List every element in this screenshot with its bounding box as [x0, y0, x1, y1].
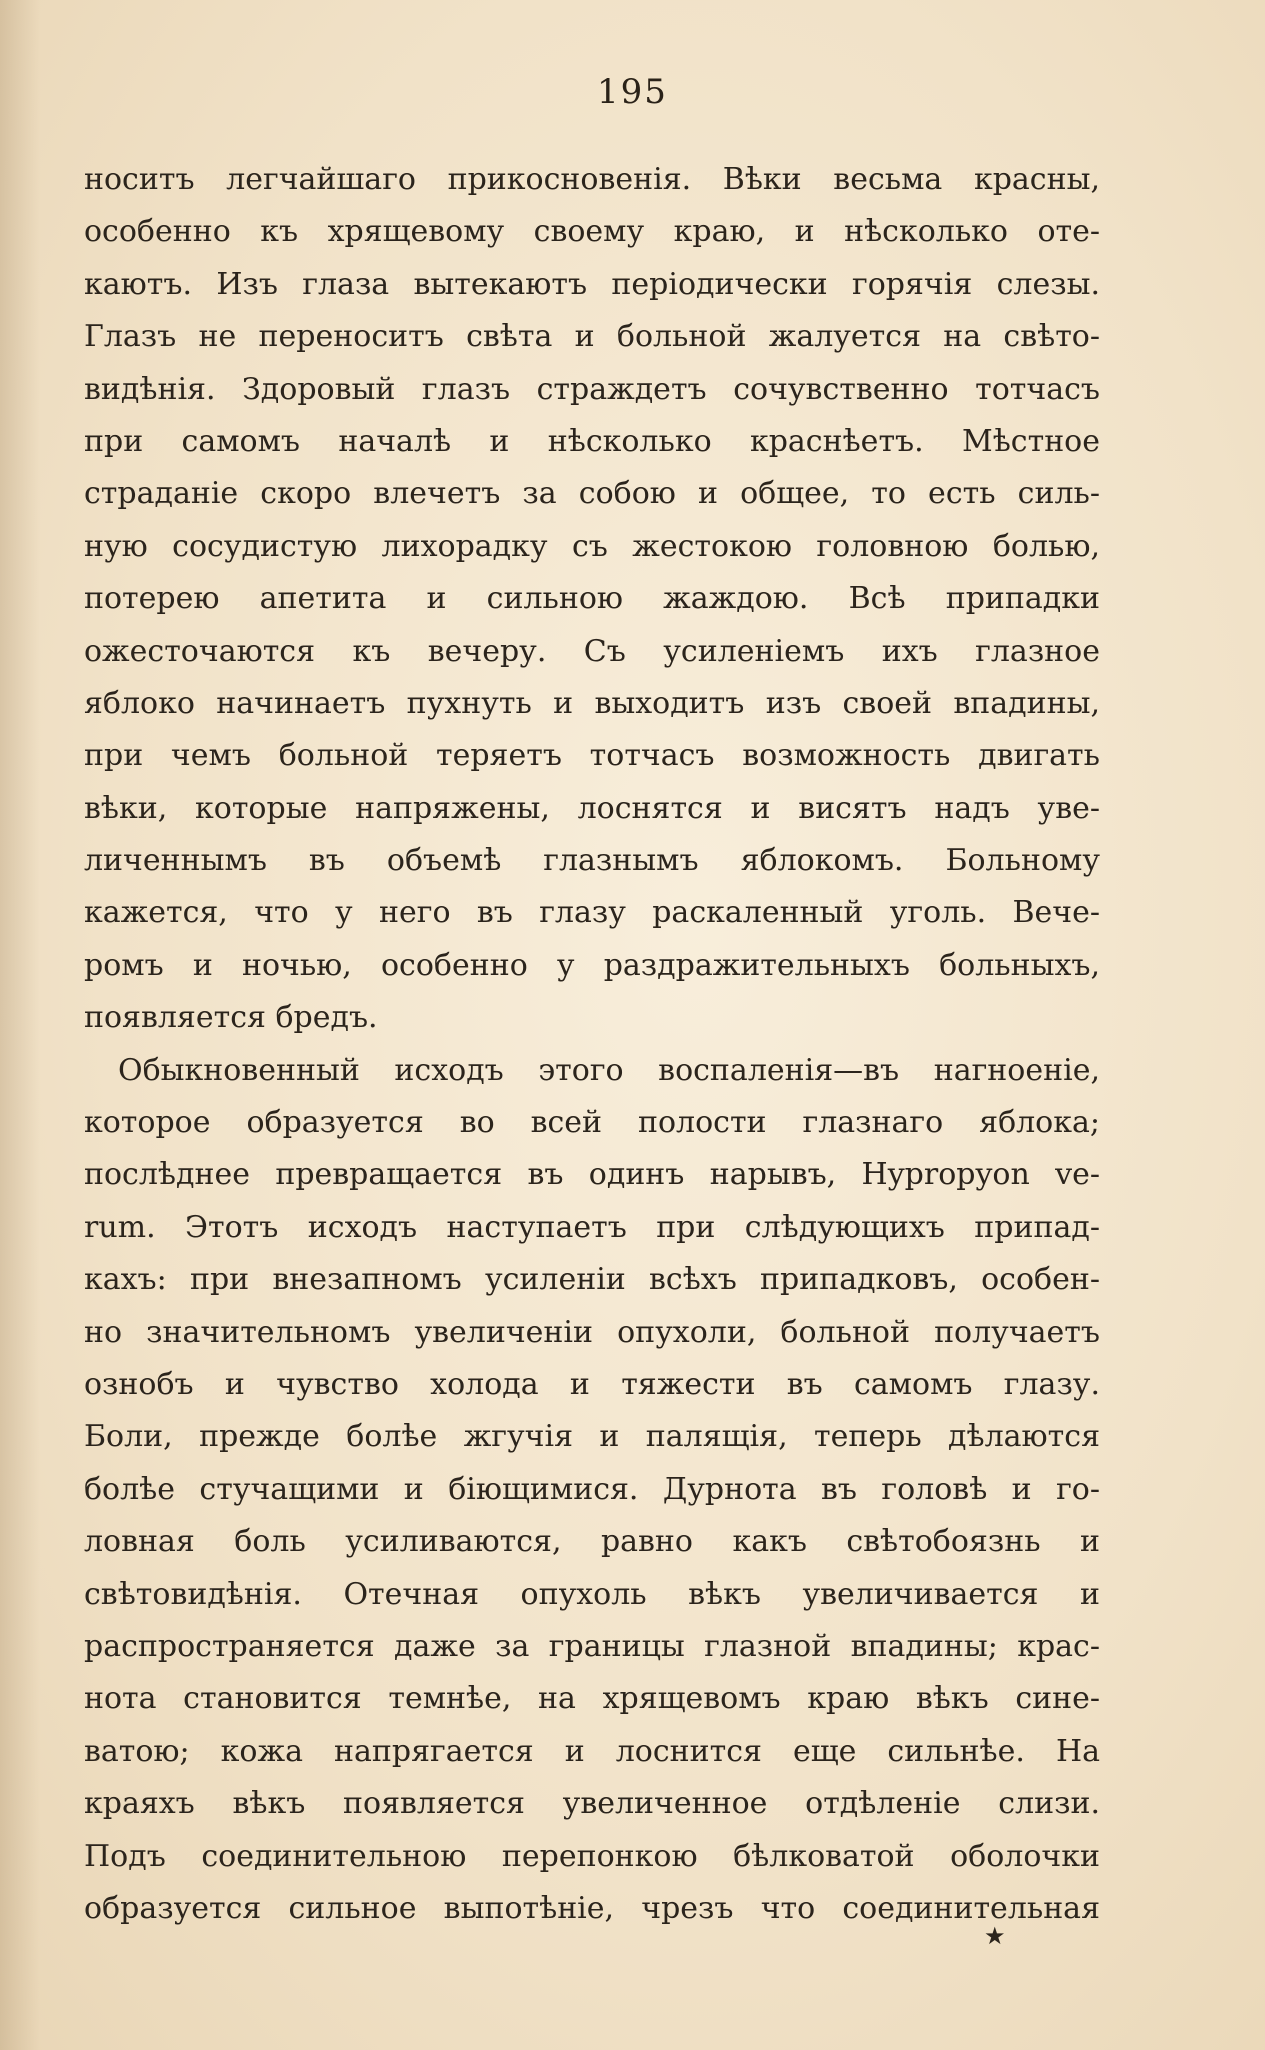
text-line: видѣнія. Здоровый глазъ страждетъ сочувственно тотчасъ — [84, 371, 1100, 407]
text-line: свѣтовидѣнія. Отечная опухоль вѣкъ увеличивается и — [84, 1576, 1100, 1612]
text-line: rum. Этотъ исходъ наступаетъ при слѣдующихъ припад- — [84, 1209, 1100, 1245]
text-line: распространяется даже за границы глазной впадины; крас- — [84, 1628, 1100, 1664]
text-line: при чемъ больной теряетъ тотчасъ возможность двигать — [84, 738, 1100, 774]
text-line: послѣднее превращается въ одинъ нарывъ, Hypropyon ve- — [84, 1157, 1100, 1193]
text-line: болѣе стучащими и біющимися. Дурнота въ головѣ и го- — [84, 1471, 1100, 1507]
text-line: которое образуется во всей полости глазнаго яблока; — [84, 1105, 1100, 1141]
page-number: 195 — [597, 72, 668, 112]
body-text — [84, 154, 1100, 1935]
text-line: но значительномъ увеличеніи опухоли, больной получаетъ — [84, 1314, 1100, 1350]
text-line: личеннымъ въ объемѣ глазнымъ яблокомъ. Больному — [84, 843, 1100, 879]
text-line: ную сосудистую лихорадку съ жестокою головною болью, — [84, 528, 1100, 564]
text-line: кахъ: при внезапномъ усиленіи всѣхъ припадковъ, особен- — [84, 1262, 1100, 1298]
text-line: ромъ и ночью, особенно у раздражительныхъ больныхъ, — [84, 947, 1100, 983]
text-line: ожесточаются къ вечеру. Съ усиленіемъ ихъ глазное — [84, 633, 1100, 669]
text-line: Боли, прежде болѣе жгучія и палящія, теперь дѣлаются — [84, 1419, 1100, 1455]
text-line: особенно къ хрящевому своему краю, и нѣсколько оте- — [84, 214, 1100, 250]
text-line: Глазъ не переноситъ свѣта и больной жалуется на свѣто- — [84, 319, 1100, 355]
text-line: кажется, что у него въ глазу раскаленный уголь. Вече- — [84, 895, 1100, 931]
text-line: вѣки, которые напряжены, лоснятся и висятъ надъ уве- — [84, 790, 1100, 826]
text-line: носитъ легчайшаго прикосновенія. Вѣки весьма красны, — [84, 162, 1100, 197]
spine-shadow — [0, 0, 40, 2050]
text-line: Обыкновенный исходъ этого воспаленія—въ нагноеніе, — [118, 1052, 1100, 1088]
text-line: потерею апетита и сильною жаждою. Всѣ припадки — [84, 581, 1100, 617]
text-line: при самомъ началѣ и нѣсколько краснѣетъ. Мѣстное — [84, 423, 1100, 459]
text-line: страданіе скоро влечетъ за собою и общее, то есть силь- — [84, 476, 1100, 512]
text-line: яблоко начинаетъ пухнуть и выходитъ изъ своей впадины, — [84, 685, 1100, 721]
text-line: ватою; кожа напрягается и лоснится еще сильнѣе. На — [84, 1733, 1100, 1769]
text-line: ознобъ и чувство холода и тяжести въ самомъ глазу. — [84, 1366, 1100, 1402]
text-line: краяхъ вѣкъ появляется увеличенное отдѣленіе слизи. — [84, 1786, 1100, 1822]
text-line: каютъ. Изъ глаза вытекаютъ періодически горячія слезы. — [84, 266, 1100, 302]
text-line: образуется сильное выпотѣніе, чрезъ что соединительная — [84, 1890, 1100, 1926]
signature-mark: ★ — [984, 1922, 1006, 1950]
text-line: появляется бредъ. — [84, 1000, 378, 1036]
text-line: Подъ соединительною перепонкою бѣлковатой оболочки — [84, 1838, 1100, 1874]
text-line: нота становится темнѣе, на хрящевомъ краю вѣкъ сине- — [84, 1681, 1100, 1717]
text-line: ловная боль усиливаются, равно какъ свѣтобоязнь и — [84, 1524, 1100, 1560]
